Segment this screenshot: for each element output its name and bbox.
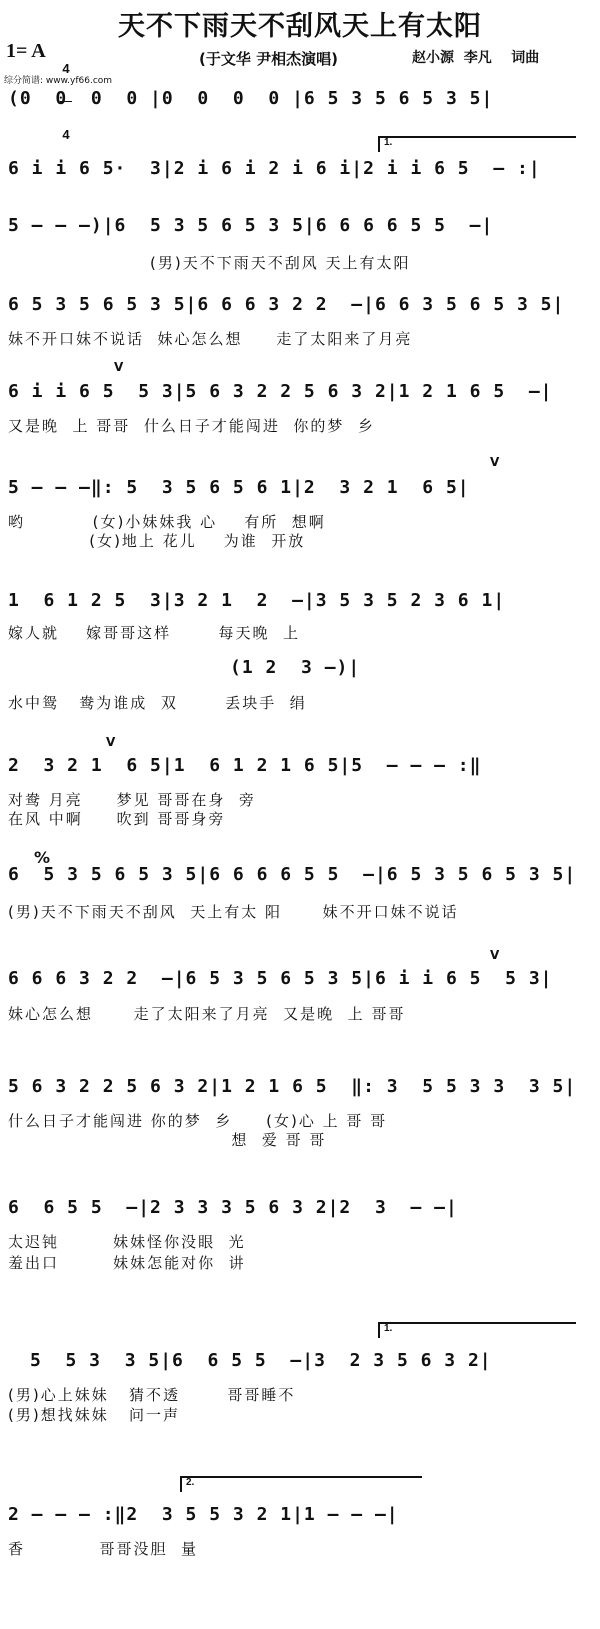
lyric-row-8: 水中鸳 鸯为谁成 双 丢块手 绢 (8, 694, 307, 712)
notation-row-14: 5 5 3 3 5|6 6 5 5 —|3 2 3 5 6 3 2| (30, 1350, 492, 1371)
notation-row-11: 6 6 6 3 2 2 —|6 5 3 5 6 5 3 5|6 i i 6 5 5 3| (8, 968, 553, 989)
notation-row-3: 5 — — —)|6 5 3 5 6 5 3 5|6 6 6 6 5 5 —| (8, 215, 494, 236)
song-title: 天不下雨天不刮风天上有太阳 (118, 11, 482, 42)
notation-row-8: (1 2 3 —)| (230, 657, 361, 678)
lyric-row-14b: (男)想找妹妹 问一声 (8, 1406, 181, 1424)
breath-mark: V (490, 455, 500, 469)
time-signature-top: 4 (62, 61, 70, 76)
lyric-row-12b: 想 爱 哥 哥 (8, 1131, 327, 1149)
notation-row-2: 6 i i 6 5· 3|2 i 6 i 2 i 6 i|2 i i 6 5 — :| (8, 158, 541, 179)
notation-row-10: 6 5 3 5 6 5 3 5|6 6 6 6 5 5 —|6 5 3 5 6 5 3 5| (8, 864, 577, 885)
lyric-row-6a: 哟 (女)小妹妹我 心 有所 想啊 (8, 513, 326, 531)
lyric-row-10: (男)天不下雨天不刮风 天上有太 阳 妹不开口妹不说话 (8, 903, 459, 921)
site-watermark: 综分简谱: www.yf66.com (4, 76, 113, 86)
first-ending-label-2: 1. (384, 1323, 393, 1334)
breath-mark: V (106, 735, 116, 749)
second-ending-bracket (180, 1476, 422, 1492)
lyric-row-9b: 在风 中啊 吹到 哥哥身旁 (8, 810, 226, 828)
lyric-row-11: 妹心怎么想 走了太阳来了月亮 又是晚 上 哥哥 (8, 1005, 406, 1023)
singers-credit: (于文华 尹相杰演唱) (199, 50, 338, 68)
authors-credit: 赵小源 李凡 词曲 (412, 50, 540, 66)
notation-row-4: 6 5 3 5 6 5 3 5|6 6 6 3 2 2 —|6 6 3 5 6 5 3 5| (8, 294, 565, 315)
lyric-row-12a: 什么日子才能闯进 你的梦 乡 (女)心 上 哥 哥 (8, 1112, 388, 1130)
lyric-row-14a: (男)心上妹妹 猜不透 哥哥睡不 (8, 1386, 296, 1404)
lyric-row-6b: (女)地上 花儿 为谁 开放 (8, 532, 306, 550)
lyric-row-5: 又是晚 上 哥哥 什么日子才能闯进 你的梦 乡 (8, 417, 375, 435)
notation-row-7: 1 6 1 2 5 3|3 2 1 2 —|3 5 3 5 2 3 6 1| (8, 590, 506, 611)
notation-row-15: 2 — — — :‖2 3 5 5 3 2 1|1 — — —| (8, 1504, 399, 1525)
notation-row-12: 5 6 3 2 2 5 6 3 2|1 2 1 6 5 ‖: 3 5 5 3 3 3 5| (8, 1076, 577, 1097)
first-ending-bracket (378, 136, 576, 152)
lyric-row-15: 香 哥哥没胆 量 (8, 1540, 198, 1558)
time-signature-bottom: 4 (62, 127, 70, 142)
lyric-row-13b: 羞出口 妹妹怎能对你 讲 (8, 1254, 246, 1272)
breath-mark: V (490, 948, 500, 962)
lyric-row-3: (男)天不下雨天不刮风 天上有太阳 (150, 254, 411, 272)
key-signature: 1= A (6, 40, 46, 62)
second-ending-label: 2. (186, 1477, 195, 1488)
notation-row-5: 6 i i 6 5 5 3|5 6 3 2 2 5 6 3 2|1 2 1 6 5 —| (8, 381, 553, 402)
notation-row-1: (0 0 0 0 |0 0 0 0 |6 5 3 5 6 5 3 5| (8, 88, 494, 109)
lyric-row-4: 妹不开口妹不说话 妹心怎么想 走了太阳来了月亮 (8, 330, 413, 348)
lyric-row-7: 嫁人就 嫁哥哥这样 每天晚 上 (8, 624, 300, 642)
first-ending-label: 1. (384, 137, 393, 148)
segno-sign: % (34, 848, 51, 867)
breath-mark: V (114, 360, 124, 374)
first-ending-bracket-2 (378, 1322, 576, 1338)
lyric-row-9a: 对鸯 月亮 梦见 哥哥在身 旁 (8, 791, 256, 809)
notation-row-13: 6 6 5 5 —|2 3 3 3 5 6 3 2|2 3 — —| (8, 1197, 458, 1218)
notation-row-9: 2 3 2 1 6 5|1 6 1 2 1 6 5|5 — — — :‖ (8, 755, 482, 776)
lyric-row-13a: 太迟钝 妹妹怪你没眼 光 (8, 1233, 246, 1251)
notation-row-6: 5 — — —‖: 5 3 5 6 5 6 1|2 3 2 1 6 5| (8, 477, 470, 498)
